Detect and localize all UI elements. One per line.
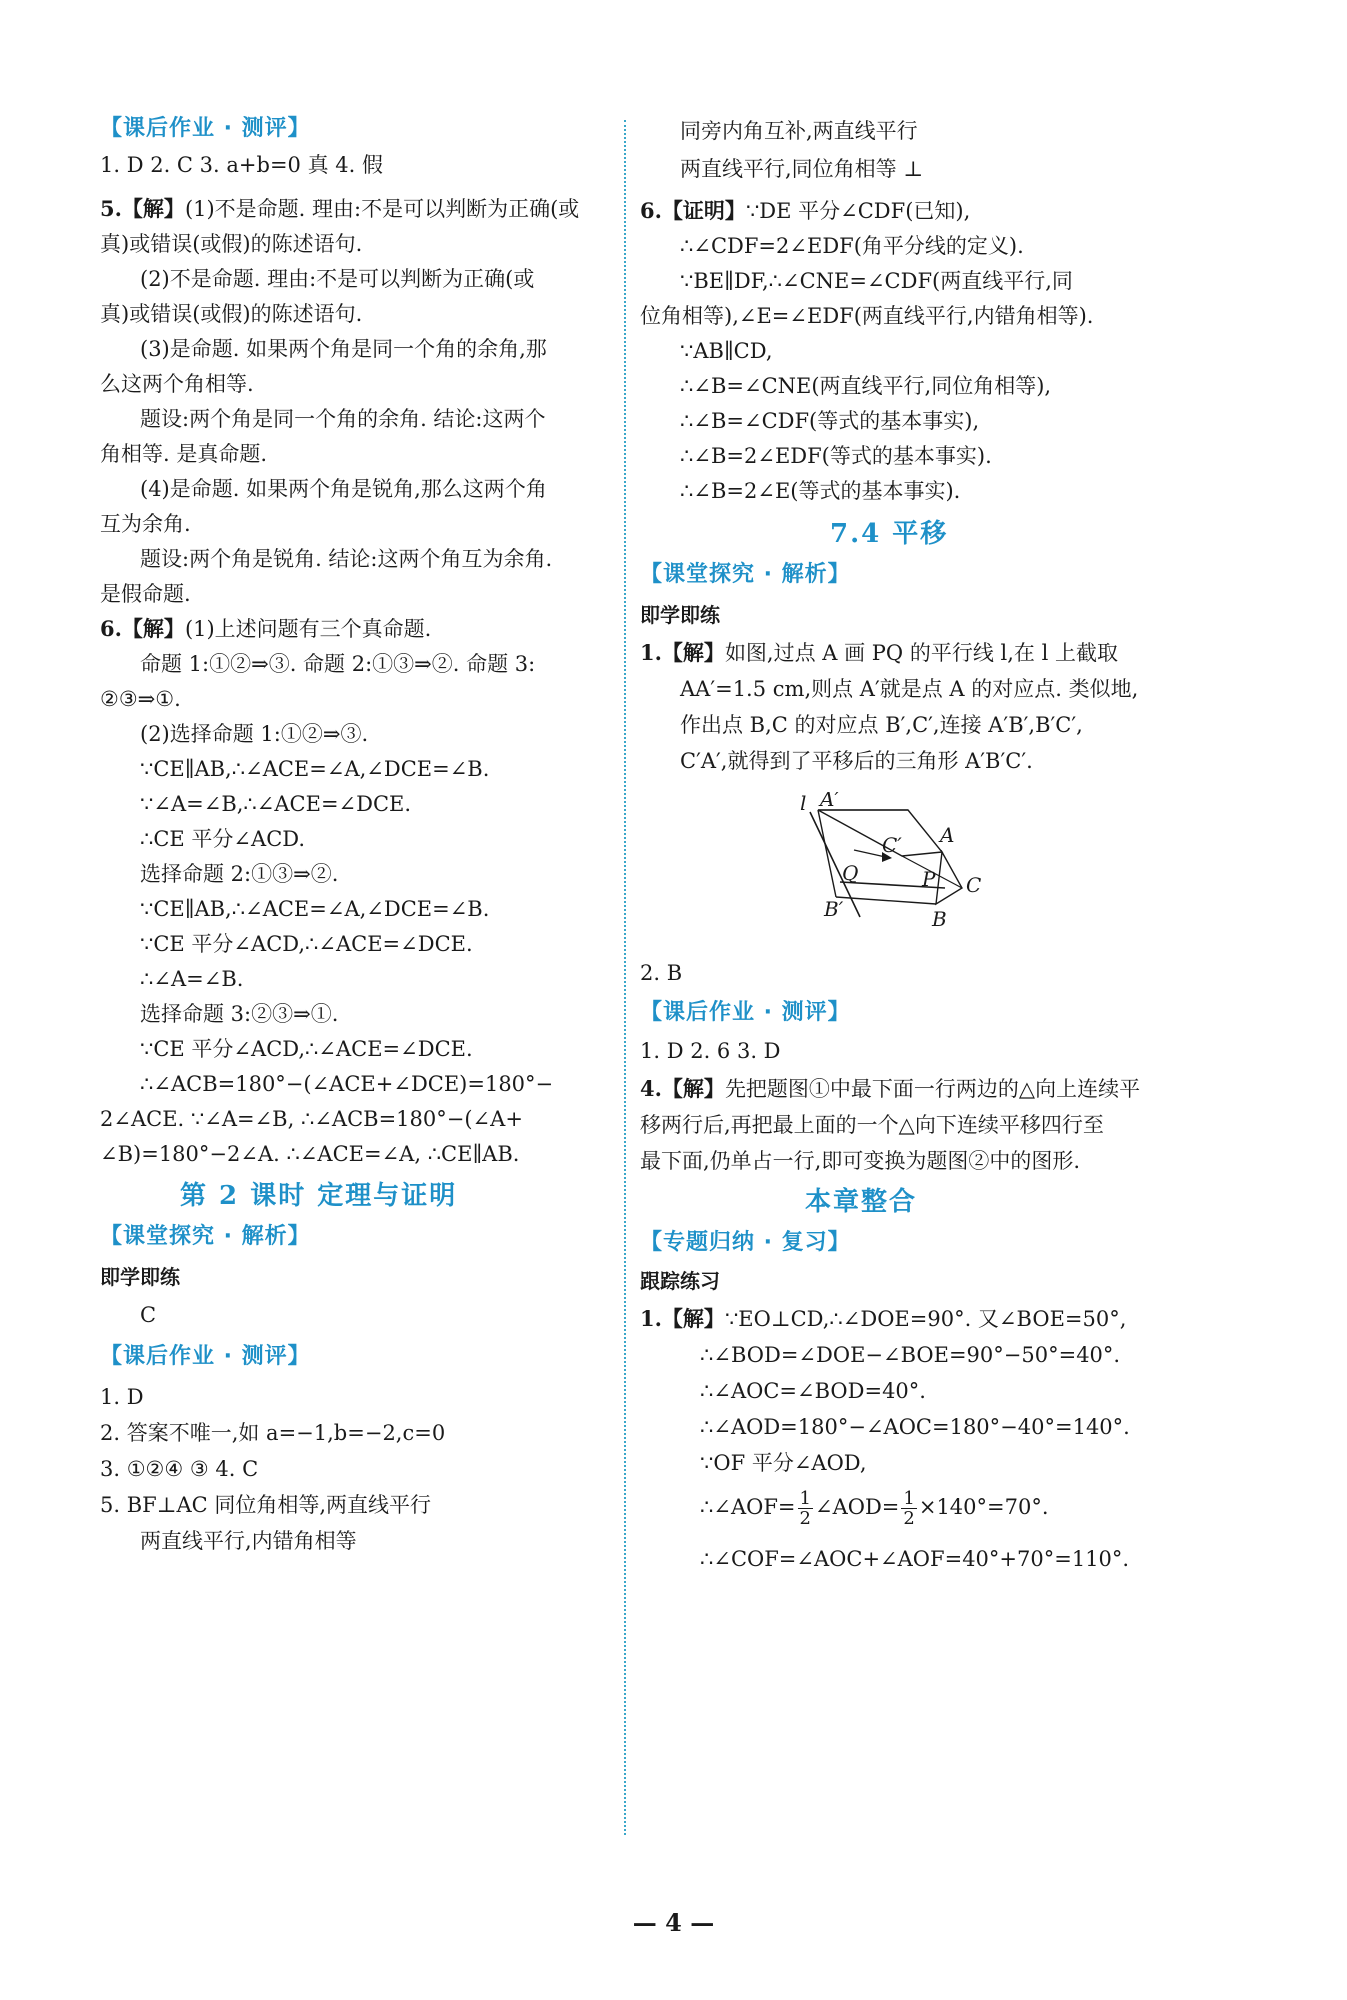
- answer-line: AA′=1.5 cm,则点 A′就是点 A 的对应点. 类似地,: [680, 677, 1139, 701]
- answer-line: (4)是命题. 如果两个角是锐角,那么这两个角: [140, 477, 547, 501]
- answer-text: (1)不是命题. 理由:不是可以判断为正确(或: [184, 197, 580, 221]
- answer-line: 命题 1:①②⇒③. 命题 2:①③⇒②. 命题 3:: [140, 652, 536, 676]
- fig-label-C: C: [966, 873, 982, 897]
- answer-line: 两直线平行,内错角相等: [140, 1529, 357, 1553]
- answer-line: ∴∠COF=∠AOC+∠AOF=40°+70°=110°.: [700, 1547, 1130, 1571]
- answer-line: C: [140, 1303, 157, 1327]
- fig-label-C1: C′: [882, 833, 902, 857]
- answer-line: [640, 1304, 1126, 1334]
- section-header: 【课后作业 · 测评】: [100, 116, 311, 141]
- answer-line: 两直线平行,同位角相等 ⊥: [680, 157, 924, 181]
- segment-B1B: [836, 897, 936, 904]
- fraction-numerator: 1: [799, 1488, 811, 1509]
- subsection-title: 跟踪练习: [640, 1269, 720, 1293]
- subsection-title: 即学即练: [640, 603, 720, 627]
- answer-line: ∴∠CDF=2∠EDF(角平分线的定义).: [680, 234, 1024, 258]
- section-title: 7.4 平移: [830, 519, 949, 549]
- answer-line: C′A′,就得到了平移后的三角形 A′B′C′.: [680, 749, 1033, 773]
- question-label: 4.【解】: [640, 1076, 725, 1101]
- page-number: — 4 —: [632, 1908, 715, 1937]
- answer-line: ∴CE 平分∠ACD.: [140, 827, 306, 851]
- answer-line: 位角相等),∠E=∠EDF(两直线平行,内错角相等).: [640, 304, 1094, 328]
- answer-line: ∠B)=180°−2∠A. ∴∠ACE=∠A, ∴CE∥AB.: [100, 1142, 520, 1166]
- fig-label-A1: A′: [820, 792, 839, 811]
- answer-text: ∵EO⊥CD,∴∠DOE=90°. 又∠BOE=50°,: [724, 1307, 1127, 1331]
- answer-line: ∵CE 平分∠ACD,∴∠ACE=∠DCE.: [140, 1037, 473, 1061]
- fraction-denominator: 2: [903, 1508, 915, 1529]
- answer-line: ∵OF 平分∠AOD,: [700, 1451, 867, 1475]
- answer-line: ∴∠ACB=180°−(∠ACE+∠DCE)=180°−: [140, 1072, 554, 1096]
- answer-text: 如图,过点 A 画 PQ 的平行线 l,在 l 上截取: [724, 641, 1118, 665]
- parallelogram-top: [818, 810, 942, 856]
- answer-text: ∵DE 平分∠CDF(已知),: [745, 199, 971, 223]
- triangle-ABC: [936, 852, 962, 904]
- answer-text: 先把题图①中最下面一行两边的△向上连续平: [724, 1077, 1141, 1101]
- fraction-one-half: [901, 1489, 916, 1528]
- answer-line: 移两行后,再把最上面的一个△向下连续平移四行至: [640, 1113, 1104, 1137]
- section-header: 【课堂探究 · 解析】: [640, 562, 851, 587]
- fig-label-l: l: [800, 792, 807, 815]
- answer-line: ∴∠B=2∠E(等式的基本事实).: [680, 479, 961, 503]
- answer-line: ②③⇒①.: [100, 687, 181, 711]
- answer-line: ∵CE∥AB,∴∠ACE=∠A,∠DCE=∠B.: [140, 897, 490, 921]
- answer-text: (1)上述问题有三个真命题.: [184, 617, 432, 641]
- answer-line: 角相等. 是真命题.: [100, 442, 268, 466]
- answer-line: 3. ①②④ ③ 4. C: [100, 1457, 259, 1481]
- subsection-title: 即学即练: [100, 1265, 180, 1289]
- answer-line: 2. 答案不唯一,如 a=−1,b=−2,c=0: [100, 1421, 446, 1445]
- answer-line: (2)选择命题 1:①②⇒③.: [140, 722, 369, 746]
- answer-line: 真)或错误(或假)的陈述语句.: [100, 232, 363, 256]
- answer-line: 选择命题 3:②③⇒①.: [140, 1002, 339, 1026]
- fig-label-P: P: [922, 867, 936, 891]
- answer-line: 1. D: [100, 1385, 144, 1409]
- answer-line: ∴∠A=∠B.: [140, 967, 244, 991]
- answer-line: 作出点 B,C 的对应点 B′,C′,连接 A′B′,B′C′,: [680, 713, 1083, 737]
- answer-line: ∵CE 平分∠ACD,∴∠ACE=∠DCE.: [140, 932, 473, 956]
- question-label: 6.【解】: [100, 616, 185, 641]
- answer-line: 1. D 2. 6 3. D: [640, 1039, 781, 1063]
- answer-line: [640, 196, 970, 226]
- translation-figure: [800, 792, 1060, 942]
- column-divider: [624, 120, 626, 1835]
- answer-line: ∴∠AOD=180°−∠AOC=180°−40°=140°.: [700, 1415, 1130, 1439]
- fraction-numerator: 1: [903, 1488, 915, 1509]
- fig-label-Q: Q: [842, 861, 859, 885]
- section-header: 【课后作业 · 测评】: [640, 1000, 851, 1025]
- chapter-title: 本章整合: [805, 1187, 918, 1217]
- answer-line: 么这两个角相等.: [100, 372, 254, 396]
- answer-line: 同旁内角互补,两直线平行: [680, 119, 918, 143]
- answer-line: [640, 1074, 1140, 1104]
- answer-line: ∴∠B=∠CDF(等式的基本事实),: [680, 409, 980, 433]
- answer-line: (2)不是命题. 理由:不是可以判断为正确(或: [140, 267, 535, 291]
- answer-line: ∵CE∥AB,∴∠ACE=∠A,∠DCE=∠B.: [140, 757, 490, 781]
- segment-A1B1: [818, 810, 836, 897]
- section-header: 【专题归纳 · 复习】: [640, 1230, 851, 1255]
- answer-line: 题设:两个角是锐角. 结论:这两个角互为余角.: [140, 547, 553, 571]
- answer-line: ∴∠AOC=∠BOD=40°.: [700, 1379, 926, 1403]
- answer-line: 选择命题 2:①③⇒②.: [140, 862, 339, 886]
- question-label: 6.【证明】: [640, 198, 746, 223]
- answer-line: [100, 194, 579, 224]
- lesson-title: 第 2 课时 定理与证明: [180, 1181, 458, 1211]
- answer-line: ∵AB∥CD,: [680, 339, 773, 363]
- answer-line: 互为余角.: [100, 512, 191, 536]
- answer-line: 2. B: [640, 961, 683, 985]
- question-label: 1.【解】: [640, 1306, 725, 1331]
- answer-line: ∵BE∥DF,∴∠CNE=∠CDF(两直线平行,同: [680, 269, 1073, 293]
- fig-label-A: A: [940, 823, 955, 847]
- answer-line: ∴∠B=∠CNE(两直线平行,同位角相等),: [680, 374, 1052, 398]
- fraction-text: ×140°=70°.: [918, 1495, 1049, 1519]
- answer-line: 5. BF⊥AC 同位角相等,两直线平行: [100, 1493, 432, 1517]
- answer-line: ∴∠B=2∠EDF(等式的基本事实).: [680, 444, 992, 468]
- answer-line: ∴∠BOD=∠DOE−∠BOE=90°−50°=40°.: [700, 1343, 1121, 1367]
- answer-line: 最下面,仍单占一行,即可变换为题图②中的图形.: [640, 1149, 1081, 1173]
- answer-line: 真)或错误(或假)的陈述语句.: [100, 302, 363, 326]
- answer-line-fraction: [700, 1484, 1049, 1530]
- fraction-text: ∴∠AOF=: [700, 1495, 796, 1519]
- answer-line: 是假命题.: [100, 582, 191, 606]
- section-header: 【课后作业 · 测评】: [100, 1344, 311, 1369]
- question-label: 5.【解】: [100, 196, 185, 221]
- answer-line: 2∠ACE. ∵∠A=∠B, ∴∠ACB=180°−(∠A+: [100, 1107, 523, 1131]
- fraction-text: ∠AOD=: [814, 1495, 900, 1519]
- answer-line: [640, 638, 1118, 668]
- fraction-denominator: 2: [799, 1508, 811, 1529]
- fraction-one-half: [798, 1489, 813, 1528]
- answer-line: 题设:两个角是同一个角的余角. 结论:这两个: [140, 407, 546, 431]
- fig-label-B: B: [932, 907, 947, 931]
- section-header: 【课堂探究 · 解析】: [100, 1224, 311, 1249]
- fig-label-B1: B′: [824, 897, 844, 921]
- answer-line: 1. D 2. C 3. a+b=0 真 4. 假: [100, 153, 383, 177]
- answer-line: ∵∠A=∠B,∴∠ACE=∠DCE.: [140, 792, 412, 816]
- answer-line: (3)是命题. 如果两个角是同一个角的余角,那: [140, 337, 547, 361]
- question-label: 1.【解】: [640, 640, 725, 665]
- answer-line: [100, 614, 431, 644]
